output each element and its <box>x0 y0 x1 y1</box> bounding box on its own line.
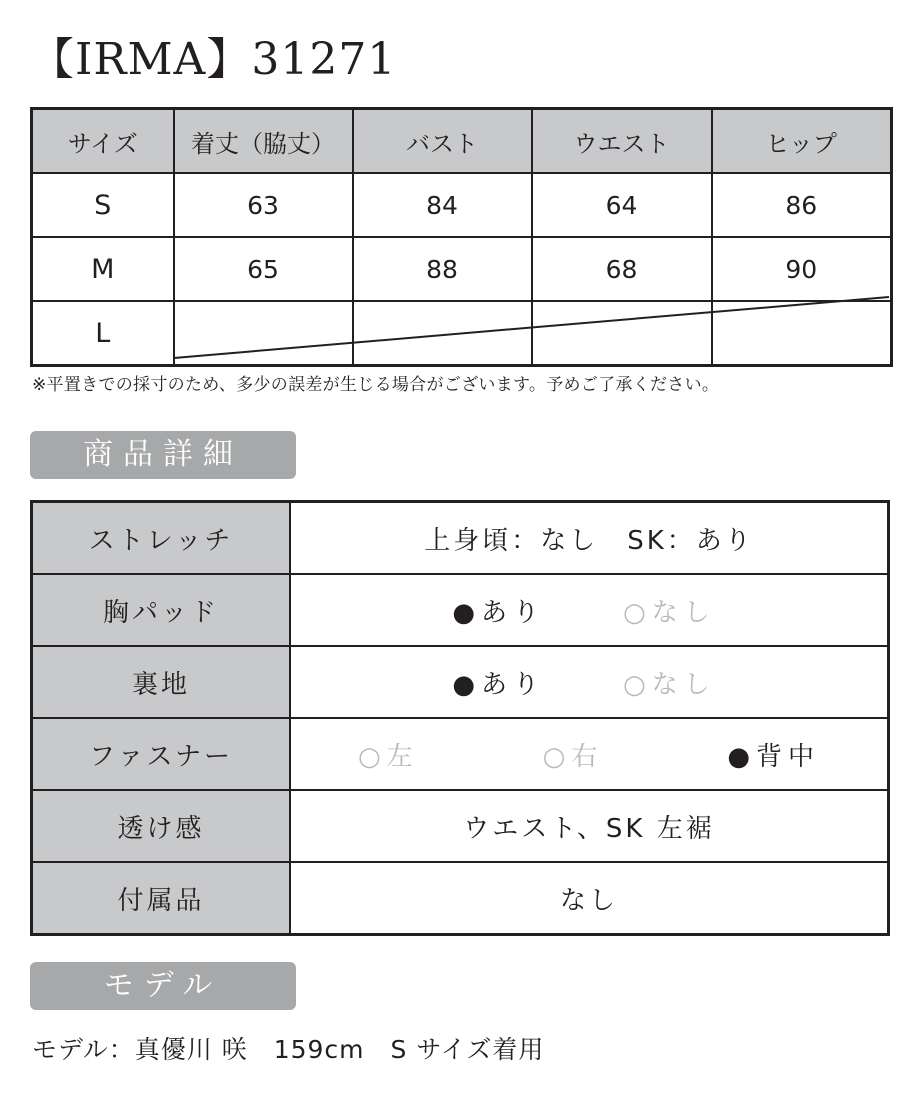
detail-row-lining <box>32 646 889 718</box>
header-size: サイズ <box>32 109 174 174</box>
detail-label: 胸パッド <box>32 574 291 646</box>
detail-row-sheer <box>32 790 889 862</box>
model-info: モデル：真優川 咲 159cm S サイズ着用 <box>32 1035 545 1064</box>
detail-label: 付属品 <box>32 862 291 935</box>
detail-label: ストレッチ <box>32 502 291 575</box>
option-selected: ●背中 <box>727 741 821 772</box>
model-section-badge: モデル <box>30 962 296 1010</box>
table-cell: 84 <box>353 173 532 237</box>
size-table <box>30 107 893 367</box>
table-cell: 68 <box>532 237 712 301</box>
option-selected: ●あり <box>452 597 545 628</box>
detail-label: ファスナー <box>32 718 291 790</box>
detail-label: 透け感 <box>32 790 291 862</box>
size-label: L <box>32 301 174 366</box>
table-cell: 63 <box>174 173 353 237</box>
table-cell: 90 <box>712 237 892 301</box>
detail-label: 裏地 <box>32 646 291 718</box>
detail-row-accessory <box>32 862 889 935</box>
option-unselected: ○なし <box>623 669 716 700</box>
header-length: 着丈（脇丈） <box>174 109 353 174</box>
table-cell <box>532 301 712 366</box>
header-bust: バスト <box>353 109 532 174</box>
option-unselected: ○なし <box>623 597 716 628</box>
details-table <box>30 500 890 936</box>
size-row-s <box>32 173 892 237</box>
detail-row-pad <box>32 574 889 646</box>
measurement-note: ※平置きでの採寸のため、多少の誤差が生じる場合がございます。予めご了承ください。 <box>32 375 720 395</box>
table-cell: 88 <box>353 237 532 301</box>
detail-value: なし <box>290 862 889 935</box>
size-row-l <box>32 301 892 366</box>
detail-row-fastener <box>32 718 889 790</box>
table-cell <box>174 301 353 366</box>
detail-value: 上身頃：なし SK：あり <box>290 502 889 575</box>
option-selected: ●あり <box>452 669 545 700</box>
size-label: M <box>32 237 174 301</box>
detail-row-stretch <box>32 502 889 575</box>
header-hip: ヒップ <box>712 109 892 174</box>
size-table-header-row <box>32 109 892 174</box>
option-unselected: ○右 <box>542 741 604 772</box>
page-title: 【IRMA】31271 <box>30 34 397 85</box>
table-cell <box>353 301 532 366</box>
option-unselected: ○左 <box>357 741 419 772</box>
table-cell: 64 <box>532 173 712 237</box>
table-cell: 65 <box>174 237 353 301</box>
header-waist: ウエスト <box>532 109 712 174</box>
detail-value: ウエスト、SK 左裾 <box>290 790 889 862</box>
size-row-m <box>32 237 892 301</box>
table-cell: 86 <box>712 173 892 237</box>
table-cell <box>712 301 892 366</box>
size-label: S <box>32 173 174 237</box>
details-section-badge: 商品詳細 <box>30 431 296 479</box>
